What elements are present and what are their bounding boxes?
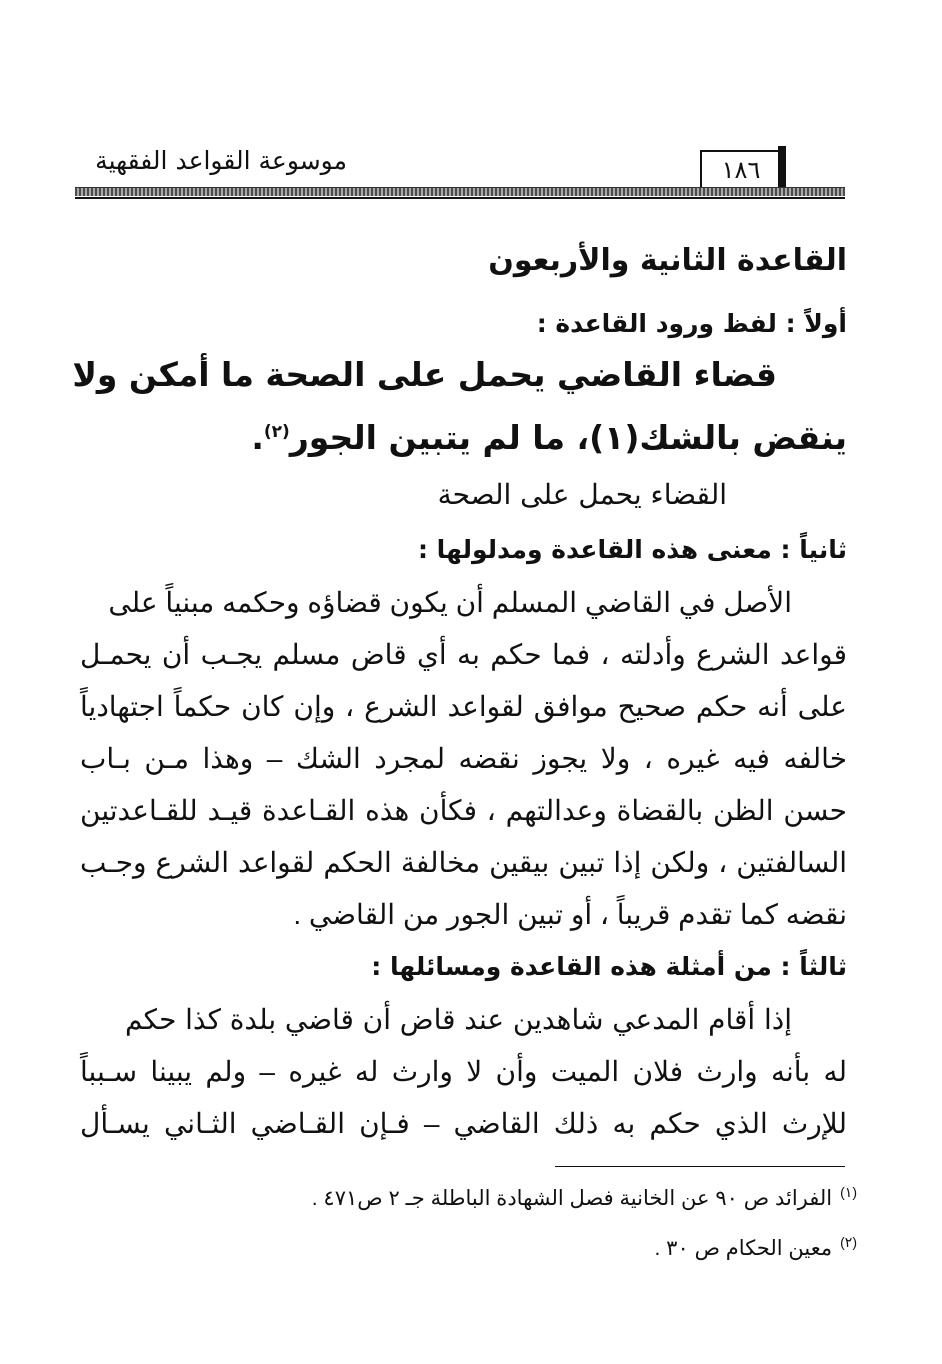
section-heading-3: ثالثاً : من أمثلة هذه القاعدة ومسائلها : [371, 952, 847, 981]
para1-line-3: على أنه حكم صحيح موافق لقواعد الشرع ، وإن كان حكماً اجتهادياً [80, 691, 847, 722]
para2-line-2: له بأنه وارث فلان الميت وأن لا وارث له غيره – ولم يبينا سـبباً [80, 1056, 847, 1087]
rule-text-line-2 [251, 412, 847, 458]
rule-footnote-ref-2: (٢) [263, 422, 290, 442]
rule-text-line-2-end: . [251, 418, 264, 457]
rule-text-line-2-start: ينقض بالشك( [624, 418, 847, 457]
para2-line-1: إذا أقام المدعي شاهدين عند قاض أن قاضي بلدة كذا حكم [125, 1004, 792, 1035]
para2-line-3: للإرث الذي حكم به ذلك القاضي – فـإن القـاضي الثـاني يسـأل [80, 1108, 847, 1139]
footnote-1 [312, 1184, 857, 1211]
section-heading-2: ثانياً : معنى هذه القاعدة ومدلولها : [417, 535, 847, 564]
para1-line-2: قواعد الشرع وأدلته ، فما حكم به أي قاض مسلم يجـب أن يحمـل [80, 639, 847, 670]
para1-line-1: الأصل في القاضي المسلم أن يكون قضاؤه وحكمه مبنياً على [108, 587, 792, 618]
page-number [700, 150, 782, 190]
short-form: القضاء يحمل على الصحة [437, 478, 727, 511]
running-title: موسوعة القواعد الفقهية [95, 146, 347, 175]
footnote-2-mark: (٢) [840, 1234, 857, 1250]
para1-line-4: خالفه فيه غيره ، ولا يجوز نقضه لمجرد الشك – وهذا مـن بـاب [80, 743, 847, 774]
rule-footnote-ref-1: ١ [604, 418, 625, 457]
page-number-text: ١٨٦ [721, 156, 761, 184]
header-rule-thin [75, 197, 845, 199]
section-heading-1: أولاً : لفظ ورود القاعدة : [536, 309, 847, 338]
footnote-2-text: معين الحكام ص ٣٠ . [654, 1237, 833, 1260]
footnote-1-text: الفرائد ص ٩٠ عن الخانية فصل الشهادة الباطلة جـ ٢ ص٤٧١ . [311, 1187, 833, 1210]
rule-text-line-2-mid: )، ما لم يتبين الجور [289, 418, 605, 457]
footnote-2 [655, 1234, 858, 1261]
rule-text-line-1: قضاء القاضي يحمل على الصحة ما أمكن ولا [72, 355, 777, 394]
footnote-1-mark: (١) [840, 1184, 857, 1200]
para1-line-6: السالفتين ، ولكن إذا تبين بيقين مخالفة الحكم لقواعد الشرع وجـب [80, 847, 847, 878]
footnote-rule [555, 1166, 845, 1167]
para1-line-7: نقضه كما تقدم قريباً ، أو تبين الجور من القاضي . [293, 899, 847, 930]
rule-title: القاعدة الثانية والأربعون [488, 243, 847, 278]
header-rule [75, 187, 845, 196]
page-number-bar [778, 146, 786, 192]
para1-line-5: حسن الظن بالقضاة وعدالتهم ، فكأن هذه القـاعدة قيـد للقـاعدتين [80, 795, 847, 826]
